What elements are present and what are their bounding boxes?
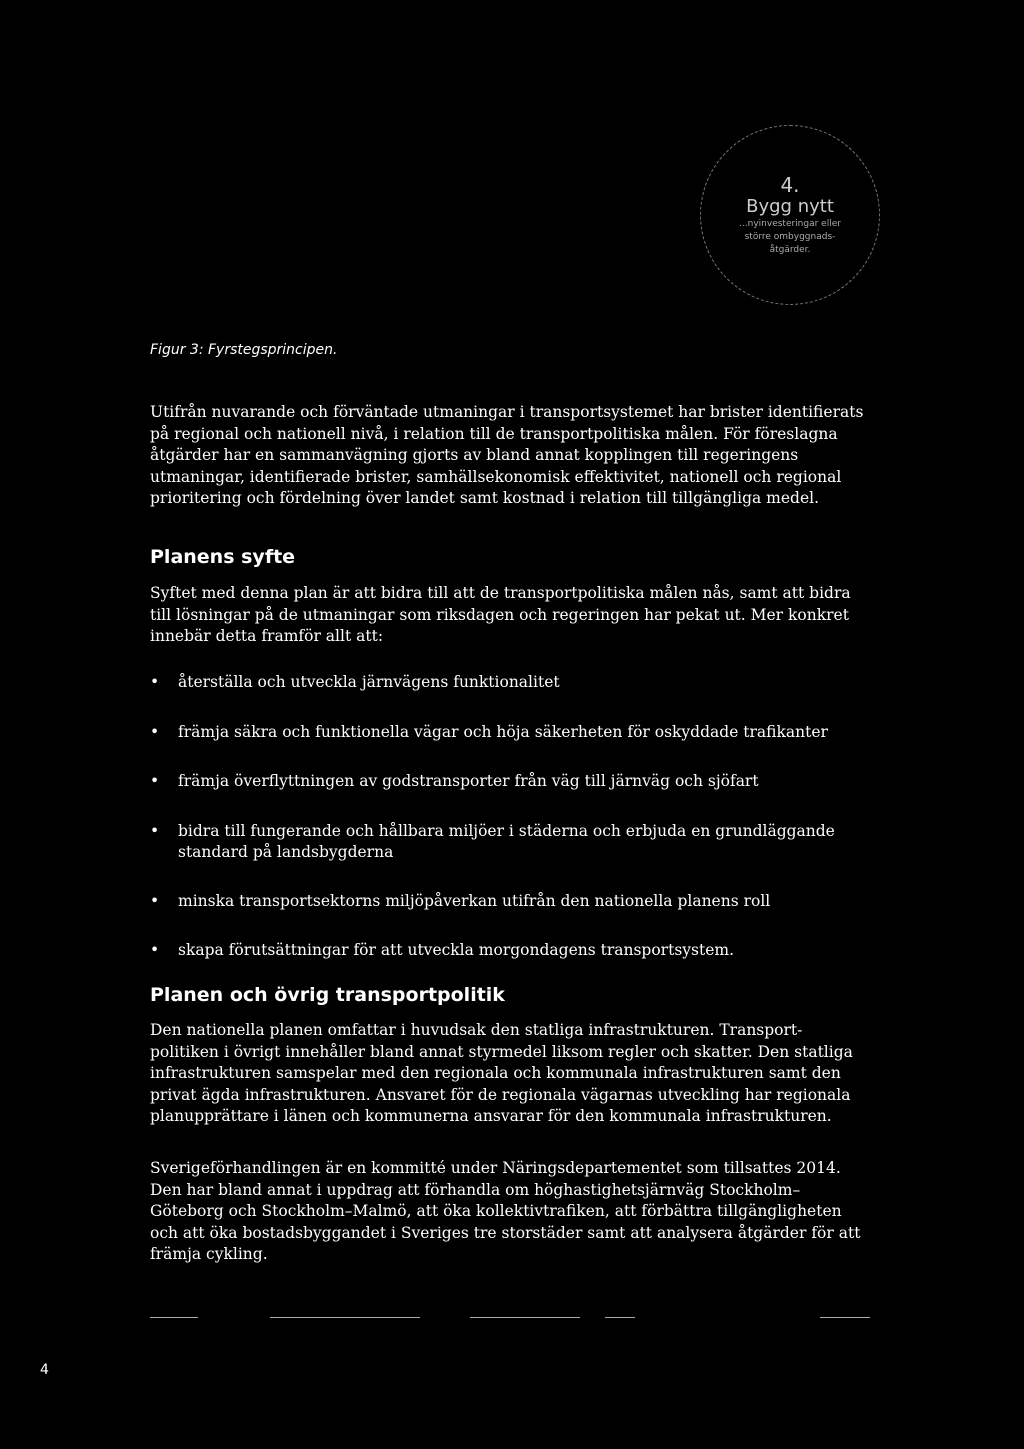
fyrsteg-figure-step4 [700,125,880,305]
bullet-item: • minska transportsektorns miljöpåverkan utifrån den nationella planens roll [150,891,870,913]
section-heading-planens-syfte: Planens syfte [150,546,296,568]
footer-rule [820,1317,870,1318]
footer-rule [470,1317,580,1318]
goals-bullet-list [150,672,870,962]
intro-paragraph: Utifrån nuvarande och förväntade utmaningar i transportsystemet har brister identifierats på regional och nationell nivå, i relation till de transportpolitiska målen. För föreslagna åtgärder har en sammanvägning gjorts av bland annat kopplingen till regeringens utmaningar, identifierade brister, samhällsekonomisk effektivitet, nationell och regional prioritering och fördelning över landet samt kostnad i relation till tillgängliga medel. [150,403,864,507]
bullet-item: • främja säkra och funktionella vägar och höja säkerheten för oskyddade trafikanter [150,722,870,744]
figure-caption: Figur 3: Fyrstegsprincipen. [150,342,338,358]
bullet-item: • skapa förutsättningar för att utveckla morgondagens transportsystem. [150,940,870,962]
page-number: 4 [40,1362,49,1378]
figure-step-text-3: åtgärder. [769,244,811,255]
figure-step-number: 4. [780,172,800,197]
section2-paragraph-1: Den nationella planen omfattar i huvudsak den statliga infrastrukturen. Transport-politiken i övrigt innehåller bland annat styrmedel liksom regler och skatter. Den statliga infrastrukturen samspelar med den regionala och kommunala infrastrukturen samt den privat ägda infrastrukturen. Ansvaret för de regionala vägarnas utveckling har regionala planupprättare i länen och kommunerna ansvarar för den kommunala infrastrukturen. [150,1021,853,1125]
section1-paragraph: Syftet med denna plan är att bidra till att de transportpolitiska målen nås, samt att bidra till lösningar på de utmaningar som riksdagen och regeringen har pekat ut. Mer konkret innebär detta framför allt att: [150,584,851,645]
section2-paragraph-2: Sverigeförhandlingen är en kommitté under Näringsdepartementet som tillsattes 2014. Den har bland annat i uppdrag att förhandla om höghastighetsjärnväg Stockholm–Göteborg och Stockholm–Malmö, att öka kollektivtrafiken, att förbättra tillgängligheten och att öka bostadsbyggandet i Sveriges tre storstäder samt att analysera åtgärder för att främja cykling. [150,1159,861,1263]
footer-rule [270,1317,420,1318]
bullet-item: • främja överflyttningen av godstransporter från väg till järnväg och sjöfart [150,771,870,793]
figure-step-title: Bygg nytt [746,195,834,217]
footer-rule [150,1317,198,1318]
bullet-item: • bidra till fungerande och hållbara miljöer i städerna och erbjuda en grundläggande standard på landsbygderna [150,821,870,864]
section-heading-ovrig-transportpolitik: Planen och övrig transportpolitik [150,984,505,1006]
figure-step-text-1: ...nyinvesteringar eller [739,218,841,229]
footer-rule [605,1317,635,1318]
bullet-item: • återställa och utveckla järnvägens funktionalitet [150,672,870,694]
figure-step-text-2: större ombyggnads- [744,231,836,242]
